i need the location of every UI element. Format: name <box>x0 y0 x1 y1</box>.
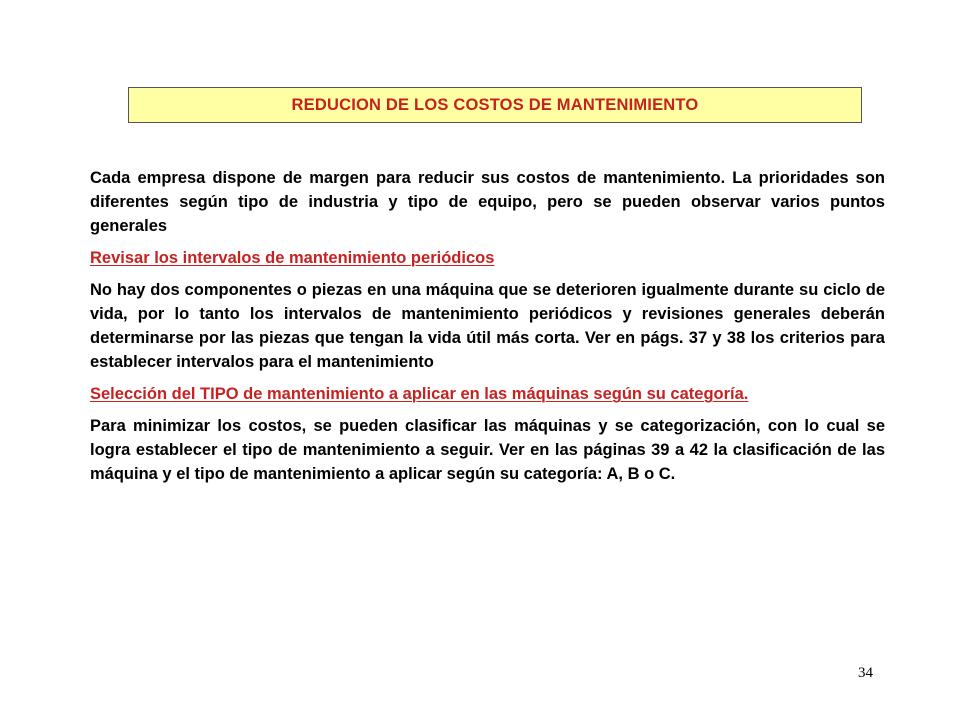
intro-paragraph: Cada empresa dispone de margen para reducir sus costos de mantenimiento. La prioridades son diferentes según tipo de industria y tipo de equipo, pero se pueden observar varios puntos generales <box>90 169 885 235</box>
maintenance-type-paragraph: Para minimizar los costos, se pueden clasificar las máquinas y se categorización, con lo cual se logra establecer el tipo de mantenimiento a seguir. Ver en las páginas 39 a 42 la clasificación de las máquina y el tipo de mantenimiento a aplicar según su categoría: A, B o C. <box>90 417 885 483</box>
title-box <box>128 87 862 123</box>
section-heading-maintenance-type: Selección del TIPO de mantenimiento a aplicar en las máquinas según su categoría. <box>90 385 749 403</box>
slide-title: REDUCION DE LOS COSTOS DE MANTENIMIENTO <box>291 95 699 114</box>
section-heading-intervals: Revisar los intervalos de mantenimiento periódicos <box>90 249 495 267</box>
page-number: 34 <box>858 665 873 681</box>
content-body <box>90 166 885 494</box>
intervals-paragraph: No hay dos componentes o piezas en una máquina que se deterioren igualmente durante su ciclo de vida, por lo tanto los intervalos de mantenimiento periódicos y revisiones generales deberán determinarse por las piezas que tengan la vida útil más corta. Ver en págs. 37 y 38 los criterios para establecer intervalos para el mantenimiento <box>90 281 885 371</box>
